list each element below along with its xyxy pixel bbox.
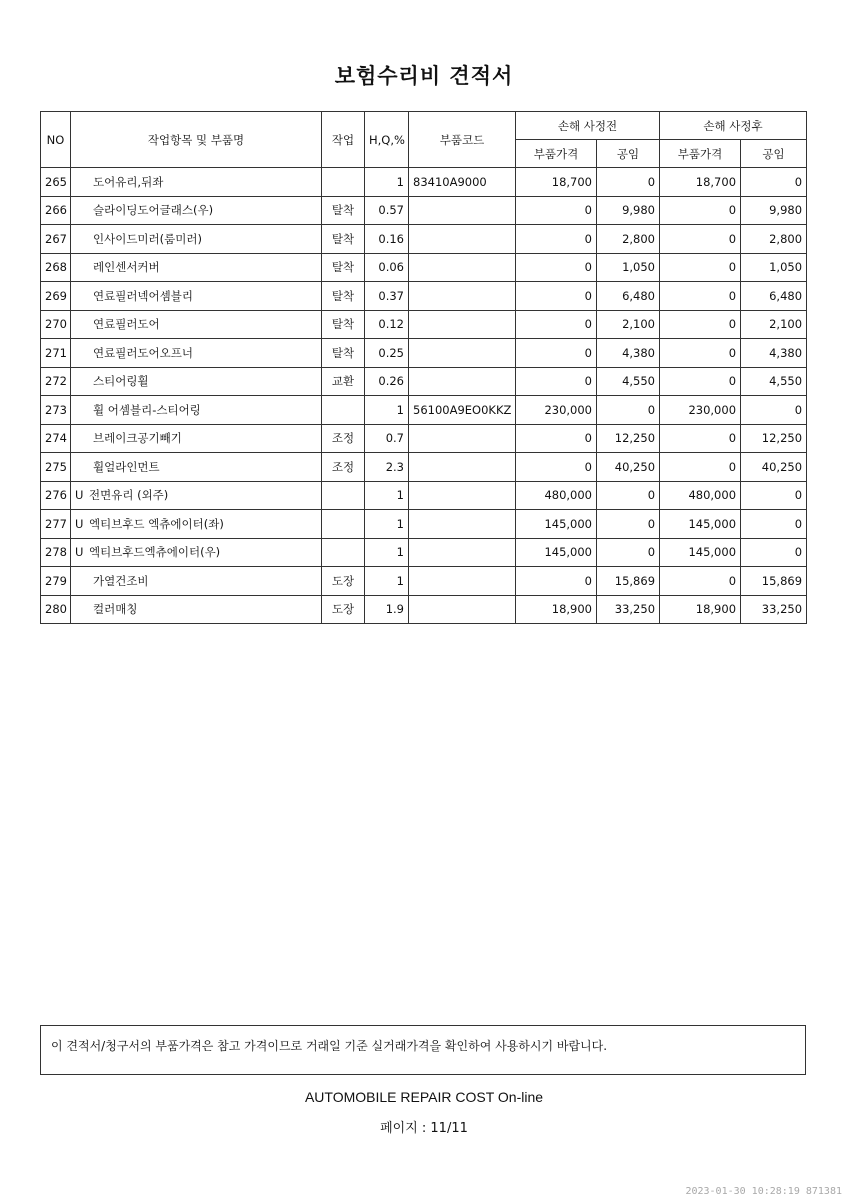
- row-after-labor: 15,869: [741, 567, 807, 596]
- table-row: [41, 538, 807, 567]
- row-item-name: [71, 481, 322, 510]
- row-part-code: [409, 538, 516, 567]
- row-item-name: [71, 538, 322, 567]
- row-item-label: 브레이크공기빼기: [93, 431, 182, 446]
- row-after-part-price: 0: [660, 367, 741, 396]
- row-before-part-price: 145,000: [516, 510, 597, 539]
- row-before-part-price: 0: [516, 453, 597, 482]
- row-after-labor: 0: [741, 396, 807, 425]
- row-hq: 0.16: [365, 225, 409, 254]
- row-after-part-price: 480,000: [660, 481, 741, 510]
- row-after-part-price: 0: [660, 339, 741, 368]
- row-item-label: 연료필러도어: [93, 317, 160, 332]
- row-after-part-price: 0: [660, 310, 741, 339]
- header-before-group: 손해 사정전: [516, 112, 660, 140]
- table-row: [41, 225, 807, 254]
- row-part-code: 83410A9000: [409, 168, 516, 197]
- row-flag: U: [75, 516, 84, 531]
- row-part-code: [409, 225, 516, 254]
- row-work-type: 조정: [322, 453, 365, 482]
- footer-brand: AUTOMOBILE REPAIR COST On-line: [304, 1089, 544, 1105]
- row-before-part-price: 18,900: [516, 595, 597, 624]
- row-after-part-price: 145,000: [660, 538, 741, 567]
- row-part-code: [409, 567, 516, 596]
- row-no: 266: [41, 196, 71, 225]
- row-part-code: [409, 367, 516, 396]
- row-item-label: 엑티브후드엑츄에이터(우): [89, 545, 221, 560]
- row-no: 270: [41, 310, 71, 339]
- row-no: 280: [41, 595, 71, 624]
- row-item-name: [71, 424, 322, 453]
- row-flag: U: [75, 545, 84, 560]
- table-row: [41, 510, 807, 539]
- row-part-code: [409, 282, 516, 311]
- row-work-type: [322, 481, 365, 510]
- row-no: 278: [41, 538, 71, 567]
- row-item-name: [71, 510, 322, 539]
- header-item: 작업항목 및 부품명: [71, 112, 322, 168]
- row-item-label: 컬러매칭: [93, 602, 138, 617]
- row-before-part-price: 0: [516, 196, 597, 225]
- row-part-code: [409, 453, 516, 482]
- row-after-labor: 0: [741, 538, 807, 567]
- row-no: 267: [41, 225, 71, 254]
- row-work-type: [322, 510, 365, 539]
- row-hq: 0.06: [365, 253, 409, 282]
- row-hq: 0.12: [365, 310, 409, 339]
- row-part-code: [409, 424, 516, 453]
- header-after-group: 손해 사정후: [660, 112, 807, 140]
- header-code: 부품코드: [409, 112, 516, 168]
- row-no: 269: [41, 282, 71, 311]
- row-after-part-price: 145,000: [660, 510, 741, 539]
- table-row: [41, 481, 807, 510]
- row-before-labor: 1,050: [597, 253, 660, 282]
- row-item-name: [71, 253, 322, 282]
- row-hq: 0.7: [365, 424, 409, 453]
- row-no: 268: [41, 253, 71, 282]
- row-after-labor: 0: [741, 510, 807, 539]
- row-work-type: 탈착: [322, 339, 365, 368]
- table-row: [41, 567, 807, 596]
- row-no: 275: [41, 453, 71, 482]
- row-before-labor: 2,100: [597, 310, 660, 339]
- row-after-labor: 2,800: [741, 225, 807, 254]
- row-item-label: 도어유리,뒤좌: [93, 174, 164, 189]
- table-row: [41, 424, 807, 453]
- row-item-label: 가열건조비: [93, 573, 149, 588]
- row-item-name: [71, 367, 322, 396]
- row-before-labor: 2,800: [597, 225, 660, 254]
- row-work-type: 탈착: [322, 253, 365, 282]
- row-work-type: 교환: [322, 367, 365, 396]
- row-work-type: 조정: [322, 424, 365, 453]
- table-row: [41, 453, 807, 482]
- row-after-part-price: 0: [660, 424, 741, 453]
- row-item-name: [71, 168, 322, 197]
- row-no: 279: [41, 567, 71, 596]
- row-before-part-price: 0: [516, 339, 597, 368]
- row-before-labor: 0: [597, 168, 660, 197]
- row-after-part-price: 0: [660, 282, 741, 311]
- row-before-part-price: 0: [516, 253, 597, 282]
- row-item-name: [71, 339, 322, 368]
- row-before-labor: 0: [597, 510, 660, 539]
- row-before-labor: 4,550: [597, 367, 660, 396]
- row-after-labor: 33,250: [741, 595, 807, 624]
- row-before-part-price: 230,000: [516, 396, 597, 425]
- row-before-labor: 0: [597, 538, 660, 567]
- row-item-name: [71, 282, 322, 311]
- row-work-type: 도장: [322, 567, 365, 596]
- row-hq: 1: [365, 510, 409, 539]
- row-item-label: 연료필러넥어셈블리: [93, 288, 193, 303]
- row-hq: 0.25: [365, 339, 409, 368]
- row-item-label: 인사이드미러(룸미러): [93, 231, 202, 246]
- row-work-type: 탈착: [322, 310, 365, 339]
- row-hq: 1: [365, 396, 409, 425]
- header-after-part-price: 부품가격: [660, 140, 741, 168]
- row-before-part-price: 0: [516, 282, 597, 311]
- header-no: NO: [41, 112, 71, 168]
- header-after-labor: 공임: [741, 140, 807, 168]
- row-before-part-price: 18,700: [516, 168, 597, 197]
- row-item-label: 슬라이딩도어글래스(우): [93, 203, 214, 218]
- row-item-name: [71, 595, 322, 624]
- row-item-name: [71, 310, 322, 339]
- row-no: 274: [41, 424, 71, 453]
- row-hq: 2.3: [365, 453, 409, 482]
- table-row: [41, 196, 807, 225]
- row-item-name: [71, 567, 322, 596]
- header-work: 작업: [322, 112, 365, 168]
- row-after-labor: 1,050: [741, 253, 807, 282]
- row-after-labor: 9,980: [741, 196, 807, 225]
- row-before-labor: 12,250: [597, 424, 660, 453]
- row-item-label: 전면유리 (외주): [89, 488, 169, 503]
- row-part-code: 56100A9EO0KKZ: [409, 396, 516, 425]
- row-after-part-price: 0: [660, 567, 741, 596]
- row-after-part-price: 0: [660, 453, 741, 482]
- header-hq: H,Q,%: [365, 112, 409, 168]
- row-before-labor: 0: [597, 396, 660, 425]
- row-before-part-price: 480,000: [516, 481, 597, 510]
- row-no: 277: [41, 510, 71, 539]
- table-row: [41, 310, 807, 339]
- row-before-labor: 33,250: [597, 595, 660, 624]
- estimate-rows: [41, 168, 807, 624]
- row-before-labor: 40,250: [597, 453, 660, 482]
- row-item-name: [71, 225, 322, 254]
- row-before-labor: 4,380: [597, 339, 660, 368]
- print-timestamp: 2023-01-30 10:28:19 871381: [685, 1186, 842, 1197]
- table-row: [41, 168, 807, 197]
- row-part-code: [409, 196, 516, 225]
- row-before-part-price: 0: [516, 310, 597, 339]
- table-row: [41, 595, 807, 624]
- row-item-name: [71, 396, 322, 425]
- row-after-labor: 12,250: [741, 424, 807, 453]
- table-row: [41, 253, 807, 282]
- row-before-part-price: 0: [516, 424, 597, 453]
- row-no: 276: [41, 481, 71, 510]
- row-after-labor: 40,250: [741, 453, 807, 482]
- row-after-part-price: 0: [660, 196, 741, 225]
- row-no: 265: [41, 168, 71, 197]
- row-hq: 1: [365, 538, 409, 567]
- row-work-type: [322, 538, 365, 567]
- document-title: 보험수리비 견적서: [334, 64, 514, 88]
- row-item-label: 연료필러도어오프너: [93, 345, 193, 360]
- row-no: 271: [41, 339, 71, 368]
- row-hq: 1: [365, 481, 409, 510]
- row-item-label: 휠 어셈블리-스티어링: [93, 402, 201, 417]
- row-after-part-price: 18,900: [660, 595, 741, 624]
- header-before-part-price: 부품가격: [516, 140, 597, 168]
- row-work-type: 탈착: [322, 282, 365, 311]
- header-before-labor: 공임: [597, 140, 660, 168]
- row-part-code: [409, 253, 516, 282]
- row-work-type: 탈착: [322, 196, 365, 225]
- row-work-type: [322, 168, 365, 197]
- row-part-code: [409, 310, 516, 339]
- row-part-code: [409, 481, 516, 510]
- row-before-part-price: 0: [516, 225, 597, 254]
- row-before-labor: 6,480: [597, 282, 660, 311]
- row-work-type: 도장: [322, 595, 365, 624]
- row-before-part-price: 145,000: [516, 538, 597, 567]
- row-part-code: [409, 510, 516, 539]
- row-after-labor: 0: [741, 481, 807, 510]
- row-item-name: [71, 453, 322, 482]
- row-after-part-price: 18,700: [660, 168, 741, 197]
- row-hq: 0.57: [365, 196, 409, 225]
- table-row: [41, 282, 807, 311]
- row-after-labor: 0: [741, 168, 807, 197]
- estimate-table: [40, 111, 807, 624]
- row-after-labor: 4,550: [741, 367, 807, 396]
- row-before-labor: 9,980: [597, 196, 660, 225]
- row-item-label: 레인센서커버: [93, 260, 160, 275]
- row-hq: 1.9: [365, 595, 409, 624]
- row-item-label: 엑티브후드 엑츄에이터(좌): [89, 516, 224, 531]
- row-before-labor: 0: [597, 481, 660, 510]
- row-no: 272: [41, 367, 71, 396]
- row-item-label: 스티어링휠: [93, 374, 149, 389]
- row-part-code: [409, 595, 516, 624]
- row-before-part-price: 0: [516, 367, 597, 396]
- table-row: [41, 367, 807, 396]
- row-after-labor: 4,380: [741, 339, 807, 368]
- row-hq: 0.26: [365, 367, 409, 396]
- table-row: [41, 339, 807, 368]
- row-work-type: 탈착: [322, 225, 365, 254]
- row-item-name: [71, 196, 322, 225]
- row-work-type: [322, 396, 365, 425]
- row-after-part-price: 230,000: [660, 396, 741, 425]
- row-after-labor: 6,480: [741, 282, 807, 311]
- row-hq: 0.37: [365, 282, 409, 311]
- row-hq: 1: [365, 168, 409, 197]
- table-row: [41, 396, 807, 425]
- row-before-labor: 15,869: [597, 567, 660, 596]
- row-hq: 1: [365, 567, 409, 596]
- row-part-code: [409, 339, 516, 368]
- row-flag: U: [75, 488, 84, 503]
- row-before-part-price: 0: [516, 567, 597, 596]
- row-after-part-price: 0: [660, 253, 741, 282]
- row-no: 273: [41, 396, 71, 425]
- row-after-part-price: 0: [660, 225, 741, 254]
- notice-box: 이 견적서/청구서의 부품가격은 참고 가격이므로 거래일 기준 실거래가격을 확인하여 사용하시기 바랍니다.: [40, 1025, 806, 1075]
- row-item-label: 휠얼라인먼트: [93, 459, 160, 474]
- page-number: 페이지 : 11/11: [380, 1121, 468, 1136]
- row-after-labor: 2,100: [741, 310, 807, 339]
